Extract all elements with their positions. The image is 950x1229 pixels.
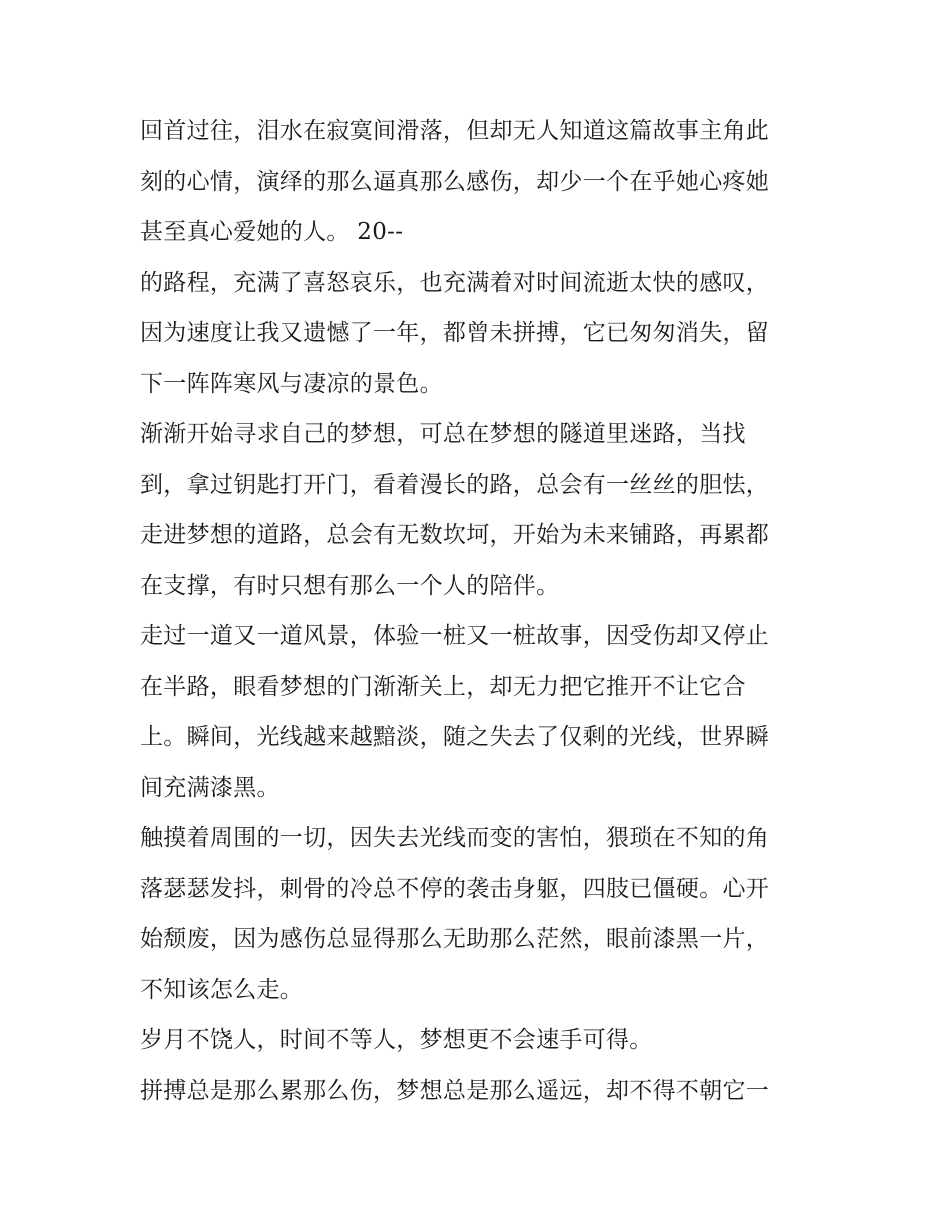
text-line: 因为速度让我又遗憾了一年，都曾未拼搏，它已匆匆消失，留	[140, 320, 770, 346]
text-line: 走进梦想的道路，总会有无数坎坷，开始为未来铺路，再累都	[140, 522, 770, 548]
text-line: 回首过往，泪水在寂寞间滑落，但却无人知道这篇故事主角此	[140, 118, 770, 144]
text-line: 的路程，充满了喜怒哀乐，也充满着对时间流逝太快的感叹，	[140, 269, 770, 296]
text-line: 刻的心情，演绎的那么逼真那么感伤，却少一个在乎她心疼她	[140, 168, 770, 195]
text-line: 不知该怎么走。	[140, 976, 304, 1003]
text-line: 间充满漆黑。	[140, 774, 280, 801]
text-line: 上。瞬间，光线越来越黯淡，随之失去了仅剩的光线，世界瞬	[140, 724, 770, 750]
text-line: 渐渐开始寻求自己的梦想，可总在梦想的隧道里迷路，当找	[140, 421, 746, 447]
text-line: 到，拿过钥匙打开门，看着漫长的路，总会有一丝丝的胆怯，	[140, 471, 770, 498]
text-line: 在半路，眼看梦想的门渐渐关上，却无力把它推开不让它合	[140, 673, 746, 700]
text-line: 下一阵阵寒风与凄凉的景色。	[140, 370, 443, 397]
text-line: 在支撑，有时只想有那么一个人的陪伴。	[140, 572, 560, 599]
text-line: 岁月不饶人，时间不等人，梦想更不会速手可得。	[140, 1027, 653, 1053]
document-body	[140, 106, 820, 1116]
text-line: 始颓废，因为感伤总显得那么无助那么茫然，眼前漆黑一片，	[140, 926, 770, 952]
text-line: 甚至真心爱她的人。 20--	[140, 219, 404, 245]
text-line: 落瑟瑟发抖，刺骨的冷总不停的袭击身躯，四肢已僵硬。心开	[140, 875, 770, 902]
text-line: 拼搏总是那么累那么伤，梦想总是那么遥远，却不得不朝它一	[140, 1077, 770, 1104]
text-line: 触摸着周围的一切，因失去光线而变的害怕，猥琐在不知的角	[140, 825, 770, 851]
text-line: 走过一道又一道风景，体验一桩又一桩故事，因受伤却又停止	[140, 623, 770, 649]
